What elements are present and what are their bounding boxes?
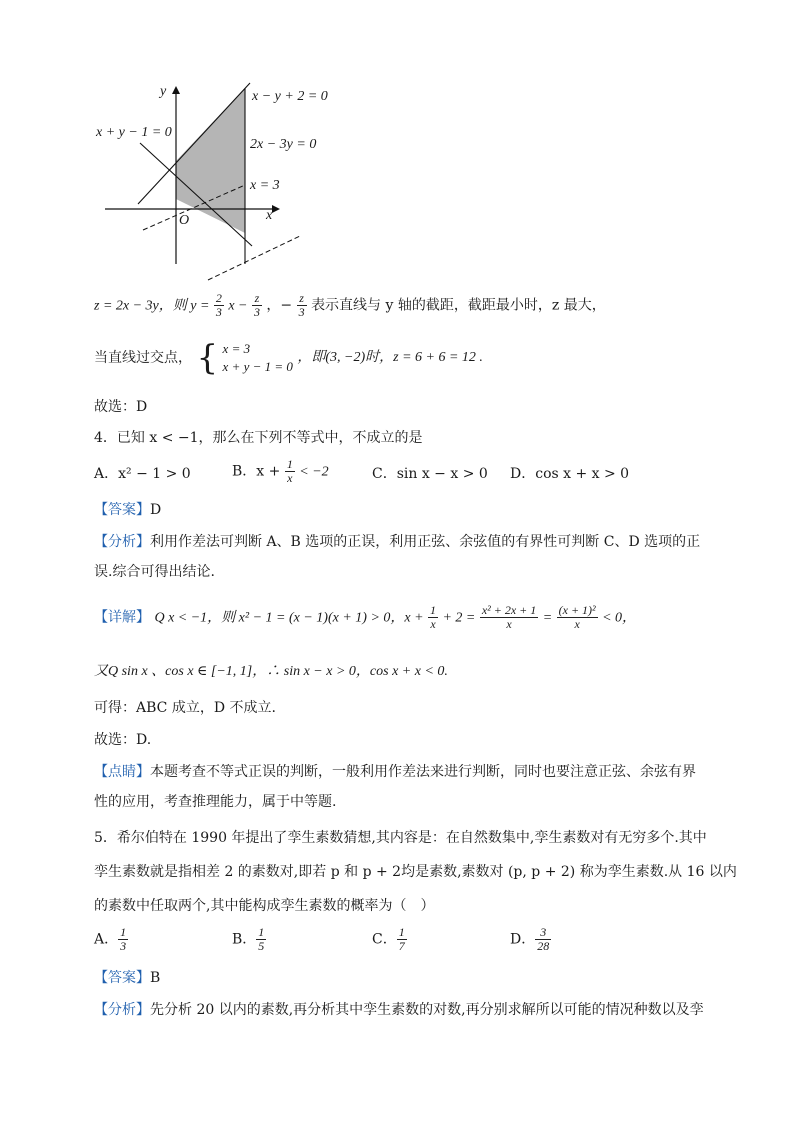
comment-tag: 【点睛】: [94, 764, 150, 780]
prev-conclusion: 故选：D: [94, 399, 148, 415]
fraction: $\frac{1}{3}$: [120, 925, 127, 953]
q5-stem-line-2: 孪生素数就是指相差 2 的素数对,即若 p 和 p + 2均是素数,素数对 (p, p + 2) 称为孪生素数.从 16 以内: [94, 864, 737, 880]
fraction: $\frac{2}{3}$: [215, 291, 222, 319]
q4-option-b: B．x + $\frac{1}{x}$ < −2: [232, 457, 329, 485]
label-x-plus-y-minus-1: x + y − 1 = 0: [96, 125, 172, 140]
x-axis-label: x: [266, 208, 273, 223]
q4-detail-line-3: 可得：ABC 成立，D 不成立.: [94, 700, 276, 716]
fraction: $\frac{1}{7}$: [398, 925, 405, 953]
q4-detail-line-1: 【详解】 Q x < −1，则 x² − 1 = (x − 1)(x + 1) > 0，x + $\frac{1}{x}$ + 2 = $\frac{\text{x² + 2x + 1}}{x}$ = $\frac{\text{(x + 1)²}}{x}$ < 0，: [94, 603, 637, 631]
fraction: $\frac{\text{x² + 2x + 1}}{x}$: [481, 603, 537, 631]
q4-option-d: D．cos x + x > 0: [510, 466, 630, 482]
x-axis-arrow: [272, 205, 280, 213]
q4-stem: 4．已知 x < −1，那么在下列不等式中，不成立的是: [94, 430, 423, 446]
prev-solution-line-1: z = 2x − 3y，则 y = $\frac{2}{3}$ x − $\frac{z}{3}$ ，− $\frac{z}{3}$ 表示直线与 y 轴的截距，截距最小时，z 最大，: [94, 291, 606, 319]
detail-tag: 【详解】: [94, 609, 150, 626]
q4-option-c: C．sin x − x > 0: [372, 466, 488, 482]
answer-tag: 【答案】: [94, 502, 150, 518]
q4-comment-line-2: 性的应用，考查推理能力，属于中等题.: [94, 794, 337, 810]
left-brace: {: [196, 338, 219, 378]
q5-option-c: C． $\frac{1}{7}$: [372, 925, 405, 953]
q5-answer: 【答案】B: [94, 970, 161, 986]
q5-stem-line-1: 5．希尔伯特在 1990 年提出了孪生素数猜想,其内容是：在自然数集中,孪生素数对有无穷多个.其中: [94, 830, 707, 846]
origin-label: O: [179, 213, 190, 228]
label-x-minus-y-plus-2: x − y + 2 = 0: [252, 89, 328, 104]
fraction: $\frac{1}{x}$: [286, 457, 293, 485]
q4-analysis-line-1: 【分析】利用作差法可判断 A、B 选项的正误，利用正弦、余弦值的有界性可判断 C、D 选项的正: [94, 534, 701, 550]
fraction: $\frac{3}{28}$: [537, 925, 550, 953]
q4-conclusion: 故选：D.: [94, 732, 152, 748]
fraction: $\frac{1}{x}$: [430, 603, 437, 631]
q4-analysis-line-2: 误.综合可得出结论.: [94, 564, 215, 580]
q4-option-a: A．x² − 1 > 0: [94, 466, 191, 482]
analysis-tag: 【分析】: [94, 534, 150, 550]
label-2x-minus-3y: 2x − 3y = 0: [250, 137, 317, 152]
q5-stem-line-3: 的素数中任取两个,其中能构成孪生素数的概率为（ ）: [94, 898, 435, 914]
q5-option-a: A． $\frac{1}{3}$: [94, 925, 127, 953]
q4-answer: 【答案】D: [94, 502, 162, 518]
feasible-region-figure: [90, 78, 350, 284]
q5-option-d: D． $\frac{3}{28}$: [510, 925, 550, 953]
fraction: $\frac{z}{3}$: [253, 291, 260, 319]
q4-detail-line-2: 又Q sin x 、cos x ∈ [−1, 1]，∴ sin x − x > 0，cos x + x < 0.: [94, 664, 448, 679]
label-x-equals-3: x = 3: [250, 178, 280, 193]
line-2x-minus-3y-shifted-dashed: [208, 236, 300, 280]
fraction: $\frac{\text{(x + 1)²}}{x}$: [558, 603, 596, 631]
fraction: $\frac{z}{3}$: [298, 291, 305, 319]
q4-comment-line-1: 【点睛】本题考查不等式正误的判断，一般利用作差法来进行判断，同时也要注意正弦、余弦有界: [94, 764, 696, 780]
fraction: $\frac{1}{5}$: [258, 925, 265, 953]
analysis-tag: 【分析】: [94, 1002, 150, 1018]
q5-analysis-line-1: 【分析】先分析 20 以内的素数,再分析其中孪生素数的对数,再分别求解所以可能的情况种数以及孪: [94, 1002, 704, 1018]
y-axis-label: y: [160, 84, 167, 99]
y-axis-arrow: [172, 86, 180, 94]
answer-tag: 【答案】: [94, 970, 150, 986]
prev-solution-line-2: 当直线过交点， { x = 3 x + y − 1 = 0 ，即(3, −2)时，z = 6 + 6 = 12 .: [94, 338, 483, 378]
q5-option-b: B． $\frac{1}{5}$: [232, 925, 265, 953]
equation-system: x = 3 x + y − 1 = 0: [222, 341, 293, 374]
